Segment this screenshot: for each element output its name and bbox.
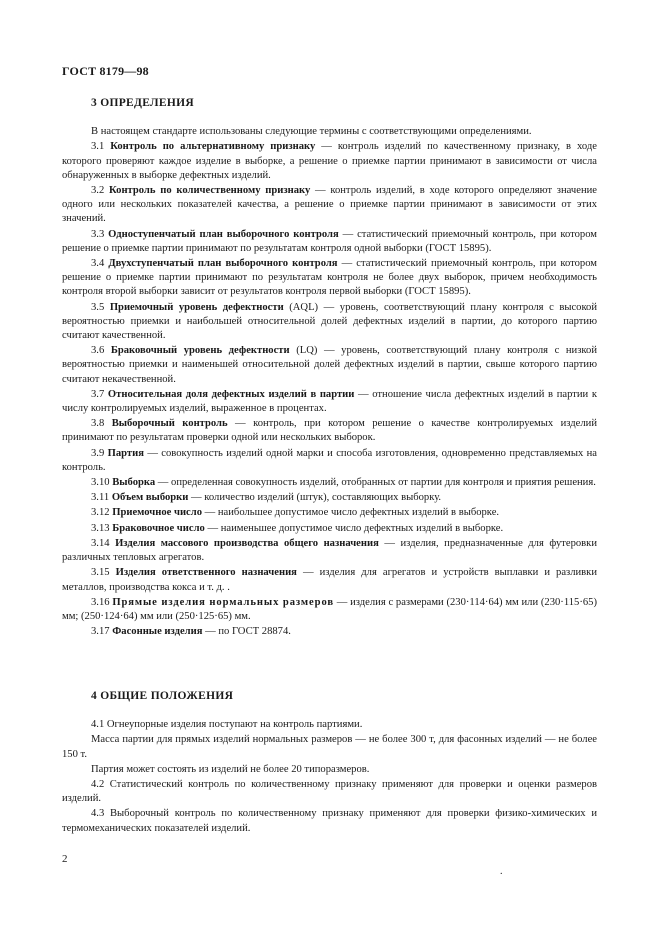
definition-number: 3.17 [91, 626, 110, 638]
definition-text: — определенная совокупность изделий, отобранных от партии для контроля и приятия решения. [155, 477, 596, 489]
definition-number: 3.12 [91, 507, 110, 519]
definition-text: — наибольшее допустимое число дефектных изделий в выборке. [202, 507, 500, 519]
definition-term: Одноступенчатый план выборочного контроля [108, 228, 339, 240]
definition-number: 3.15 [91, 567, 110, 579]
section-definitions [62, 96, 597, 640]
definition-text: — изделия, предназначенные для футеровки различных тепловых агрегатов. [62, 537, 597, 564]
definition-term: Контроль по альтернативному признаку [110, 141, 316, 153]
definition-term: Изделия массового производства общего назначения [115, 537, 379, 549]
definition-term: Контроль по количественному признаку [109, 185, 311, 197]
definition-text: — количество изделий (штук), составляющих выборку. [188, 492, 442, 504]
definition-item [62, 184, 597, 227]
definition-term: Фасонные изделия [112, 626, 203, 638]
definition-item [62, 476, 597, 490]
definition-number: 3.9 [91, 447, 105, 459]
definition-term: Приемочное число [112, 507, 202, 519]
definition-text: — отношение числа дефектных изделий в партии к числу контролируемых изделий, выраженное в процентах. [62, 388, 597, 415]
definition-item [62, 522, 597, 536]
definition-term: Выборочный контроль [111, 418, 228, 430]
definition-term: Партия [107, 447, 144, 459]
definition-item [62, 344, 597, 387]
definition-text: (AQL) — уровень, соответствующий плану контроля с высокой вероятностью приемки и наибольшей относительной долей дефектных изделий в партии, до которого партию считают качественной. [62, 301, 598, 342]
definition-text: — статистический приемочный контроль, при котором решение о приемке партии принимают по результатам контроля одной выборки (ГОСТ 15895). [62, 228, 598, 254]
definition-text: — по ГОСТ 28874. [202, 626, 291, 638]
definition-item [62, 537, 597, 565]
definition-number: 3.14 [91, 537, 110, 549]
definition-number: 3.2 [91, 185, 105, 197]
section-heading: 3 ОПРЕДЕЛЕНИЯ [91, 97, 194, 109]
definition-number: 3.7 [91, 388, 105, 400]
definition-term: Относительная доля дефектных изделий в партии [107, 388, 355, 400]
definition-number: 3.10 [91, 477, 110, 489]
definition-item [62, 566, 597, 594]
definition-number: 3.5 [91, 301, 105, 313]
definition-term: Двухступенчатый план выборочного контроля [108, 258, 338, 270]
section-heading: 4 ОБЩИЕ ПОЛОЖЕНИЯ [91, 690, 234, 702]
paragraph: Масса партии для прямых изделий нормальных размеров — не более 300 т, для фасонных изделий — не более 150 т. [62, 734, 597, 760]
definition-number: 3.4 [91, 258, 105, 270]
definition-text: (LQ) — уровень, соответствующий плану контроля с низкой вероятностью приемки и наименьшей относительной долей дефектных изделий в партии, свыше которого партию считают некачественной. [62, 345, 597, 385]
definition-term: Изделия ответственного назначения [115, 567, 297, 579]
definition-term: Браковочное число [112, 522, 205, 534]
definition-term: Прямые изделия нормальных размеров [112, 596, 334, 608]
definition-item [62, 257, 597, 300]
definition-text: — контроль, при котором решение о качестве контролируемых изделий принимают по результатам проверки одной или нескольких выборок. [62, 418, 597, 444]
definition-text: — контроль изделий, в ходе которого определяют значение одного или нескольких показателей качества, а решение о приемке партии принимают в зависимости от этих значений. [62, 185, 597, 225]
section-general [62, 689, 597, 837]
page-mark: . [500, 866, 503, 877]
definition-item [62, 625, 597, 639]
definition-text: — изделия с размерами (230·114·64) мм или (230·115·65) мм; (250·124·64) мм или (250·125·65) мм. [62, 596, 597, 622]
paragraph: 4.1 Огнеупорные изделия поступают на контроль партиями. [91, 719, 363, 731]
definition-text: — статистический приемочный контроль, при котором решение о приемке партии принимают по результатам контроля не более двух выборок, причем необходимость контроля второй выборки зависит от результатов контроля первой выборки (ГОСТ 15895). [62, 258, 597, 298]
section-intro: В настоящем стандарте использованы следующие термины с соответствующими определениями. [91, 126, 532, 138]
definition-item [62, 301, 597, 344]
definition-item [62, 596, 597, 624]
definition-number: 3.13 [91, 522, 110, 534]
definition-term: Объем выборки [111, 492, 189, 504]
definition-text: — изделия для агрегатов и устройств выплавки и разливки металлов, производства кокса и т. д. . [62, 567, 597, 593]
paragraph: Партия может состоять из изделий не более 20 типоразмеров. [91, 763, 370, 775]
definition-item [62, 417, 597, 445]
page-number: 2 [62, 853, 68, 865]
definition-item [62, 388, 597, 416]
definition-item [62, 140, 597, 183]
definition-number: 3.1 [91, 141, 105, 153]
paragraph: 4.2 Статистический контроль по количественному признаку применяют для проверки и оценки размеров изделий. [62, 779, 597, 805]
definition-text: — наименьшее допустимое число дефектных изделий в выборке. [204, 522, 504, 534]
definition-item [62, 447, 597, 475]
definition-text: — контроль изделий по качественному признаку, в ходе которого проверяют каждое изделие в выборке, а решение о приемке партии принимают в зависимости от числа обнаруженных в выборке дефектных изделий. [62, 141, 597, 181]
document-id-header: ГОСТ 8179—98 [62, 64, 149, 78]
definition-number: 3.6 [91, 345, 105, 357]
definition-term: Приемочный уровень дефектности [109, 301, 284, 313]
definition-term: Браковочный уровень дефектности [110, 345, 290, 357]
definition-item [62, 228, 597, 256]
definition-number: 3.16 [91, 596, 110, 608]
definition-number: 3.3 [91, 228, 105, 240]
definition-number: 3.8 [91, 418, 105, 430]
definition-text: — совокупность изделий одной марки и способа изготовления, одновременно представляемых на контроль. [62, 447, 597, 473]
definition-number: 3.11 [91, 492, 110, 504]
definition-term: Выборка [112, 477, 156, 489]
definitions-list [62, 140, 597, 639]
definition-item [62, 506, 597, 520]
paragraph: 4.3 Выборочный контроль по количественному признаку применяют для проверки физико-химических и термомеханических показателей изделий. [62, 808, 597, 834]
general-paragraphs [62, 718, 597, 836]
definition-item [62, 491, 597, 505]
